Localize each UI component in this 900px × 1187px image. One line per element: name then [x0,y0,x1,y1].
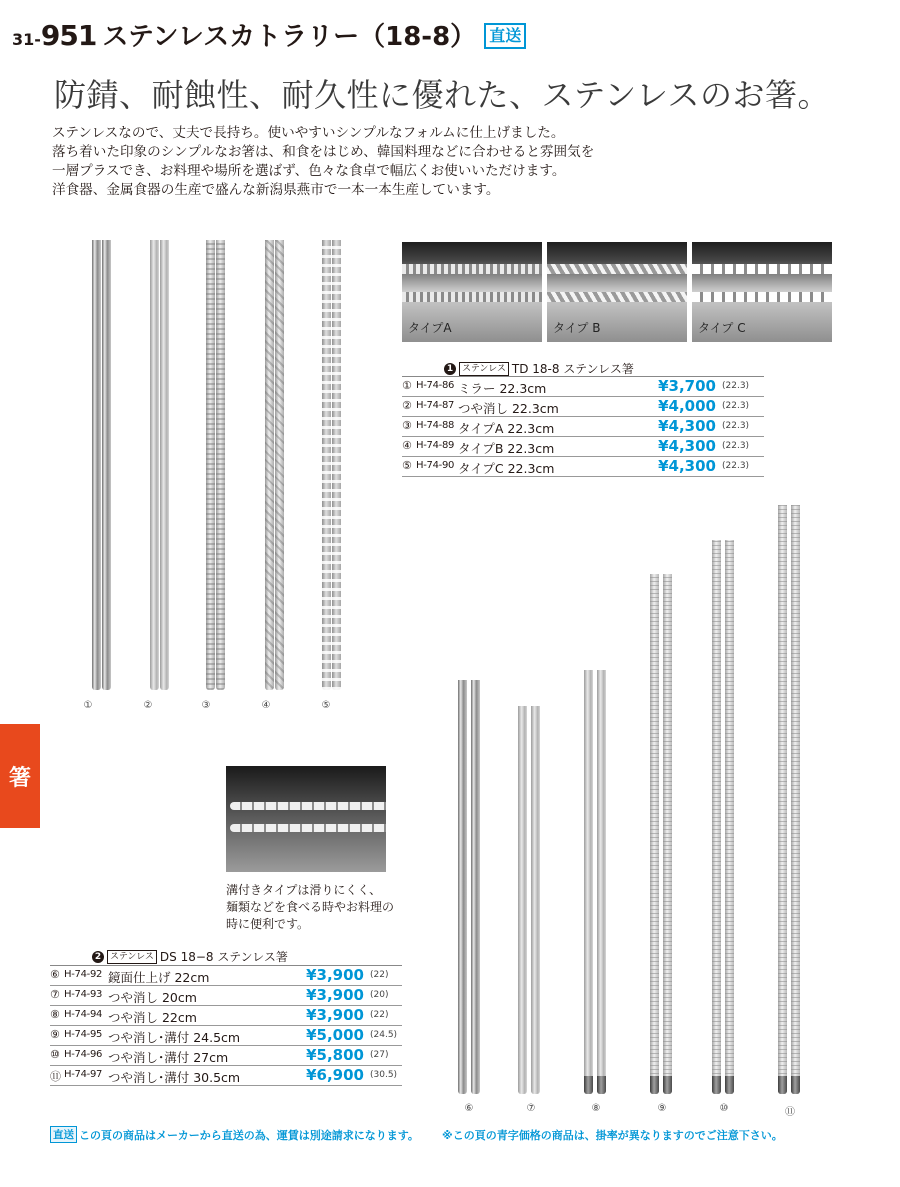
row-index: ⑧ [50,1008,60,1021]
row-index: ③ [402,419,412,432]
table-row [50,1006,402,1026]
product-code: H-74-94 [64,1009,103,1020]
swatch-caption: タイプ B [553,321,601,335]
product-number: 1 [444,363,456,375]
product-number: 2 [92,951,104,963]
row-index: ② [402,399,412,412]
caption-line: 時に便利です。 [226,917,310,931]
swatch-caption: タイプ C [698,321,746,335]
product-desc: つや消し･溝付 24.5cm [108,1030,241,1045]
chopstick [725,540,734,1094]
pattern-band [692,292,832,302]
chopstick [92,240,101,690]
product-price: ¥4,300 [658,437,716,455]
table-row [50,986,402,1006]
chopstick [102,240,111,690]
product-code: H-74-89 [416,440,455,451]
product-size: (22.3) [722,461,750,471]
product-desc: タイプC 22.3cm [458,461,555,476]
table-row [402,457,764,477]
row-index: ⑪ [50,1070,61,1083]
product-desc: つや消し･溝付 27cm [108,1050,229,1065]
chopstick [265,240,274,690]
pattern-band [402,264,542,274]
product-code: H-74-86 [416,380,455,391]
product-size: (22.3) [722,381,750,391]
chopstick [597,670,606,1094]
table-row [402,397,764,417]
product-desc: つや消し 22.3cm [458,401,559,416]
chopstick [584,670,593,1094]
product-desc: タイプB 22.3cm [458,441,555,456]
product-desc: 鏡面仕上げ 22cm [108,970,210,985]
pattern-band [692,264,832,274]
caption-line: 溝付きタイプは滑りにくく、 [226,883,382,897]
product-code: H-74-96 [64,1049,103,1060]
chopstick [322,240,331,690]
material-tag: ステンレス [107,950,157,964]
groove-caption [226,882,394,933]
description-line: 洋食器、金属食器の生産で盛んな新潟県燕市で一本一本生産しています。 [52,182,500,198]
price-table-1 [402,376,764,477]
product-price: ¥3,700 [658,377,716,395]
page-title: ステンレスカトラリー（18-8） [102,22,477,52]
chopstick-tip [791,1076,800,1094]
item-label: ⑤ [321,700,331,711]
chopstick [458,680,467,1094]
product-desc: ミラー 22.3cm [458,381,547,396]
table-row [50,1066,402,1086]
table-row [50,966,402,986]
chopstick [778,505,787,1094]
direct-shipping-badge: 直送 [50,1126,77,1143]
category-side-tab: 箸 [0,724,40,828]
page-header [12,16,526,56]
product-name: TD 18-8 ステンレス箸 [511,362,634,376]
product-size: (22) [370,970,389,980]
product-name: DS 18−8 ステンレス箸 [159,950,288,964]
price-table-2 [50,965,402,1086]
table-row [402,417,764,437]
chopstick [518,706,527,1094]
chopstick [206,240,215,690]
table-row [50,1046,402,1066]
chopstick [150,240,159,690]
item-label: ⑩ [719,1103,729,1114]
chopstick-tip [712,1076,721,1094]
table-row [50,1026,402,1046]
item-label: ① [83,700,93,711]
groove-closeup-photo [226,766,386,872]
product-desc: つや消し 20cm [108,990,197,1005]
product-size: (30.5) [370,1070,398,1080]
footer-price-note: ※この頁の青字価格の商品は、掛率が異なりますのでご注意下さい。 [442,1129,783,1142]
table-row [402,437,764,457]
product-size: (22.3) [722,401,750,411]
chopstick-tip [778,1076,787,1094]
footer-direct-note [50,1126,419,1143]
direct-shipping-badge: 直送 [484,23,526,49]
product-size: (22.3) [722,441,750,451]
page-prefix: 31- [12,30,41,49]
product-code: H-74-90 [416,460,455,471]
product-price: ¥4,300 [658,457,716,475]
row-index: ⑤ [402,459,412,472]
item-label: ⑨ [657,1103,667,1114]
table-row [402,377,764,397]
chopstick [663,574,672,1094]
pattern-band [402,292,542,302]
row-index: ⑥ [50,968,60,981]
description-line: ステンレスなので、丈夫で長持ち。使いやすいシンプルなフォルムに仕上げました。 [52,125,565,141]
material-tag: ステンレス [459,362,509,376]
product-size: (22.3) [722,421,750,431]
swatch-type-c [692,242,832,342]
chopstick [332,240,341,690]
caption-line: 麺類などを食べる時やお料理の [226,900,395,914]
chopstick [216,240,225,690]
item-label: ② [143,700,153,711]
product-heading-2 [92,948,288,965]
item-label: ⑥ [464,1103,474,1114]
chopstick [531,706,540,1094]
grooved-chopstick [230,824,386,832]
pattern-band [547,264,687,274]
item-label: ⑪ [785,1107,795,1118]
product-price: ¥5,800 [306,1046,364,1064]
product-price: ¥3,900 [306,1006,364,1024]
chopstick [791,505,800,1094]
swatch-type-b [547,242,687,342]
footer-note-text: この頁の商品はメーカーから直送の為、運賃は別途請求になります。 [79,1128,419,1142]
chopstick [160,240,169,690]
row-index: ⑩ [50,1048,60,1061]
item-label: ⑦ [526,1103,536,1114]
pattern-band [547,292,687,302]
description [52,124,594,200]
product-desc: タイプA 22.3cm [458,421,555,436]
row-index: ⑦ [50,988,60,1001]
item-label: ④ [261,700,271,711]
product-price: ¥4,300 [658,417,716,435]
row-index: ④ [402,439,412,452]
product-code: H-74-92 [64,969,103,980]
row-index: ① [402,379,412,392]
chopstick-tip [725,1076,734,1094]
page-number: 951 [40,19,97,52]
description-line: 一層プラスでき、お料理や場所を選ばず、色々な食卓で幅広くお使いいただけます。 [52,163,566,179]
product-code: H-74-93 [64,989,103,1000]
product-size: (24.5) [370,1030,398,1040]
product-desc: つや消し･溝付 30.5cm [108,1070,241,1085]
product-size: (22) [370,1010,389,1020]
product-price: ¥6,900 [306,1066,364,1084]
product-price: ¥3,900 [306,986,364,1004]
chopstick-tip [584,1076,593,1094]
chopstick-tip [650,1076,659,1094]
grooved-chopstick [230,802,386,810]
headline: 防錆、耐蝕性、耐久性に優れた、ステンレスのお箸。 [54,76,831,114]
item-label: ⑧ [591,1103,601,1114]
item-label: ③ [201,700,211,711]
product-price: ¥4,000 [658,397,716,415]
row-index: ⑨ [50,1028,60,1041]
product-price: ¥3,900 [306,966,364,984]
product-desc: つや消し 22cm [108,1010,197,1025]
product-code: H-74-88 [416,420,455,431]
product-heading-1 [444,360,634,377]
chopstick-tip [597,1076,606,1094]
chopstick-tip [663,1076,672,1094]
chopstick [712,540,721,1094]
product-size: (27) [370,1050,389,1060]
product-size: (20) [370,990,389,1000]
swatch-type-a [402,242,542,342]
swatch-caption: タイプA [408,321,452,335]
product-code: H-74-95 [64,1029,103,1040]
product-price: ¥5,000 [306,1026,364,1044]
chopstick [471,680,480,1094]
description-line: 落ち着いた印象のシンプルなお箸は、和食をはじめ、韓国料理などに合わせると雰囲気を [52,144,595,160]
product-code: H-74-97 [64,1069,103,1080]
chopstick [650,574,659,1094]
chopstick [275,240,284,690]
product-code: H-74-87 [416,400,455,411]
